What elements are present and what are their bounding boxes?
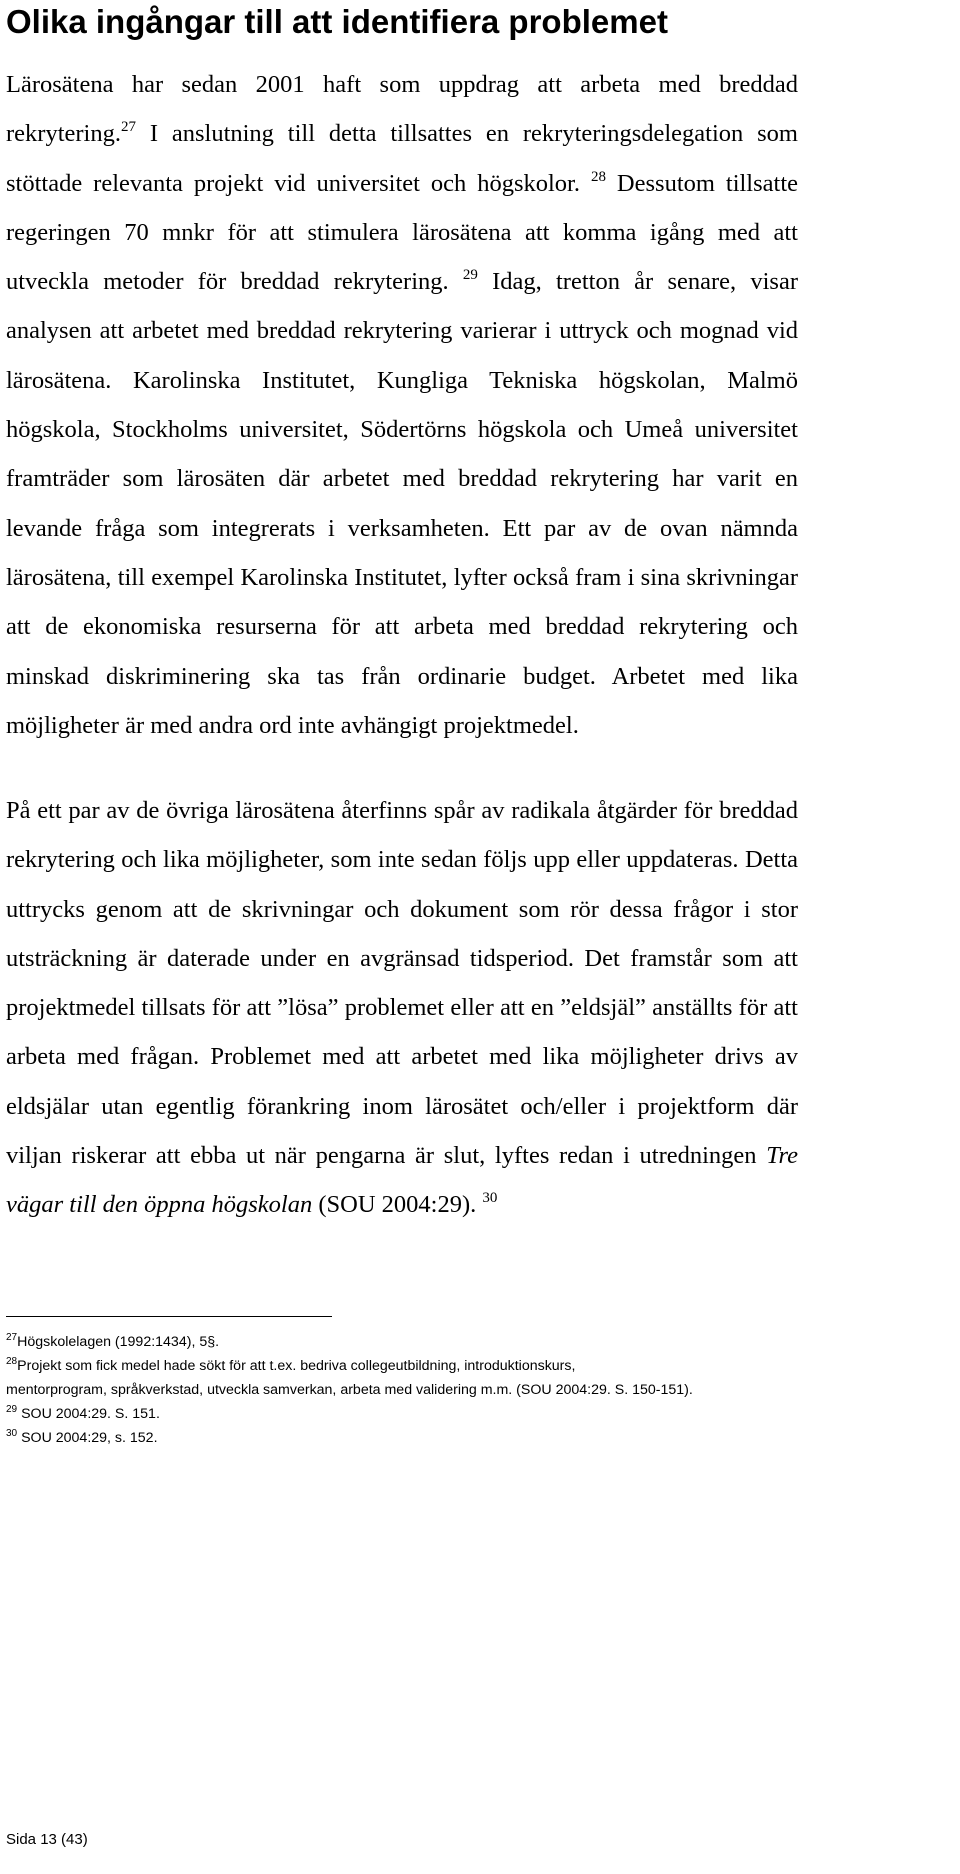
- footnote-29: [6, 1402, 856, 1426]
- footnote-number: 29: [6, 1404, 18, 1415]
- footnote-separator: [6, 1316, 332, 1317]
- footnotes: [6, 1330, 856, 1450]
- paragraph-text: Idag, tretton år senare, visar analysen att arbetet med breddad rekrytering varierar i uttryck och mognad vid lärosätena. Karolinska Institutet, Kungliga Tekniska högskolan, Malmö högskola, Stockholms universitet, Södertörns högskola och Umeå universitet framträder som lärosäten där arbetet med breddad rekrytering har varit en levande fråga som integrerats i verksamheten. Ett par av de ovan nämnda lärosätena, till exempel Karolinska Institutet, lyfter också fram i sina skrivningar att de ekonomiska resurserna för att arbeta med breddad rekrytering och minskad diskriminering ska tas från ordinarie budget. Arbetet med lika möjligheter är med andra ord inte avhängigt projektmedel.: [6, 268, 798, 739]
- footnote-28: [6, 1354, 856, 1378]
- footnote-28-continued: mentorprogram, språkverkstad, utveckla samverkan, arbeta med validering m.m. (SOU 2004:29. S. 150-151).: [6, 1382, 693, 1398]
- page-number: Sida 13 (43): [6, 1831, 88, 1848]
- footnote-ref-27: 27: [120, 119, 136, 136]
- footnote-text: SOU 2004:29, s. 152.: [17, 1430, 158, 1446]
- footnote-text: Högskolelagen (1992:1434), 5§.: [17, 1334, 220, 1350]
- footnote-27: [6, 1330, 856, 1354]
- paragraph-text: På ett par av de övriga lärosätena återfinns spår av radikala åtgärder för breddad rekrytering och lika möjligheter, som inte sedan följs upp eller uppdateras. Detta uttrycks genom att de skrivningar och dokument som rör dessa frågor i stor utsträckning är daterade under en avgränsad tidsperiod. Det framstår som att projektmedel tillsats för att ”lösa” problemet eller att en ”eldsjäl” anställts för att arbeta med frågan. Problemet med att arbetet med lika möjligheter drivs av eldsjälar utan egentlig förankring inom lärosätet och/eller i projektform där viljan riskerar att ebba ut när pengarna är slut, lyftes redan i utredningen: [6, 797, 798, 1170]
- footnote-number: 27: [6, 1332, 18, 1343]
- footnote-ref-28: 28: [590, 168, 606, 185]
- paragraph-text: Dessutom tillsatte regeringen 70 mnkr för att stimulera lärosätena att komma igång med att utveckla metoder för breddad rekrytering.: [6, 169, 799, 296]
- body-paragraph-1: [6, 60, 798, 750]
- section-heading: Olika ingångar till att identifiera problemet: [6, 3, 668, 40]
- footnote-number: 30: [6, 1428, 18, 1439]
- footnote-text: Projekt som fick medel hade sökt för att t.ex. bedriva collegeutbildning, introduktionskurs,: [17, 1358, 576, 1374]
- paragraph-text: I anslutning till detta tillsattes en rekryteringsdelegation som stöttade relevanta projekt vid universitet och högskolor.: [6, 120, 798, 197]
- footnote-ref-29: 29: [462, 267, 478, 284]
- paragraph-text: (SOU 2004:29).: [312, 1191, 477, 1219]
- footnote-30: [6, 1426, 856, 1450]
- footnote-text: SOU 2004:29. S. 151.: [17, 1406, 160, 1422]
- body-paragraph-2: [6, 786, 798, 1230]
- report-title: Tre vägar till den öppna högskolan: [6, 1142, 798, 1219]
- footnote-ref-30: 30: [482, 1190, 498, 1207]
- footnote-number: 28: [6, 1356, 18, 1367]
- paragraph-text: Lärosätena har sedan 2001 haft som uppdrag att arbeta med breddad rekrytering.: [6, 71, 798, 148]
